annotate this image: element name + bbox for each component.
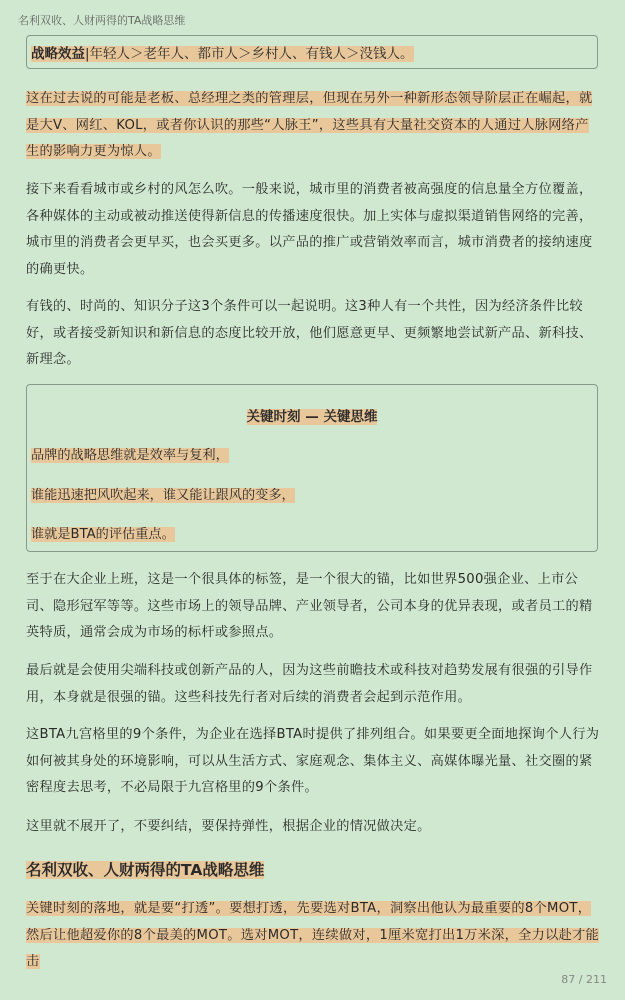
strategy-benefit-box [26, 35, 598, 69]
key-moment-line: 谁能迅速把风吹起来，谁又能让跟风的变多， [31, 488, 295, 503]
paragraph-city-village: 接下来看看城市或乡村的风怎么吹。一般来说，城市里的消费者被高强度的信息量全方位覆盖，各种媒体的主动或被动推送使得新信息的传播速度很快。加上实体与虚拟渠道销售网络的完善，城市里的消费者会更早买，也会买更多。以产品的推广或营销效率而言，城市消费者的接纳速度的确更快。 [26, 182, 593, 277]
running-header: 名利双收、人财两得的TA战略思维 [18, 14, 186, 27]
key-moment-line: 谁就是BTA的评估重点。 [31, 527, 175, 542]
key-moment-title: 关键时刻 — 关键思维 [246, 409, 378, 425]
paragraph-tech-users: 最后就是会使用尖端科技或创新产品的人，因为这些前瞻技术或科技对趋势发展有很强的引导作用，本身就是很强的锚。这些科技先行者对后续的消费者会起到示范作用。 [26, 663, 593, 705]
paragraph-bta-grid: 这BTA九宫格里的9个条件，为企业在选择BTA时提供了排列组合。如果要更全面地探询个人行为如何被其身处的环境影响，可以从生活方式、家庭观念、集体主义、高媒体曝光量、社交圈的紧密程度去思考，不必局限于九宫格里的9个条件。 [26, 727, 600, 795]
key-moment-line: 品牌的战略思维就是效率与复利， [31, 448, 229, 463]
strategy-benefit-text: |年轻人＞老年人、都市人＞乡村人、有钱人＞没钱人。 [85, 46, 414, 62]
paragraph-influencers: 这在过去说的可能是老板、总经理之类的管理层，但现在另外一种新形态领导阶层正在崛起，就是大V、网红、KOL，或者你认识的那些“人脉王”，这些具有大量社交资本的人通过人脉网络产生的影响力更为惊人。 [26, 91, 593, 159]
strategy-benefit-label: 战略效益 [31, 46, 85, 62]
paragraph-no-expand: 这里就不展开了，不要纠结，要保持弹性，根据企业的情况做决定。 [26, 819, 431, 834]
page-number: 87 / 211 [561, 973, 607, 986]
key-moment-box [26, 384, 598, 552]
paragraph-big-company: 至于在大企业上班，这是一个很具体的标签，是一个很大的锚，比如世界500强企业、上市公司、隐形冠军等等。这些市场上的领导品牌、产业领导者，公司本身的优异表现，或者员工的精英特质，通常会成为市场的标杆或参照点。 [26, 572, 593, 640]
paragraph-landing: 关键时刻的落地，就是要“打透”。要想打透，先要选对BTA，洞察出他认为最重要的8个MOT，然后让他超爱你的8个最美的MOT。选对MOT，连续做对，1厘米宽打出1万米深，全力以赴才能击 [26, 901, 600, 969]
section-title: 名利双收、人财两得的TA战略思维 [26, 861, 265, 879]
paragraph-rich-fashion-intellectual: 有钱的、时尚的、知识分子这3个条件可以一起说明。这3种人有一个共性，因为经济条件比较好，或者接受新知识和新信息的态度比较开放，他们愿意更早、更频繁地尝试新产品、新科技、新理念。 [26, 299, 593, 367]
